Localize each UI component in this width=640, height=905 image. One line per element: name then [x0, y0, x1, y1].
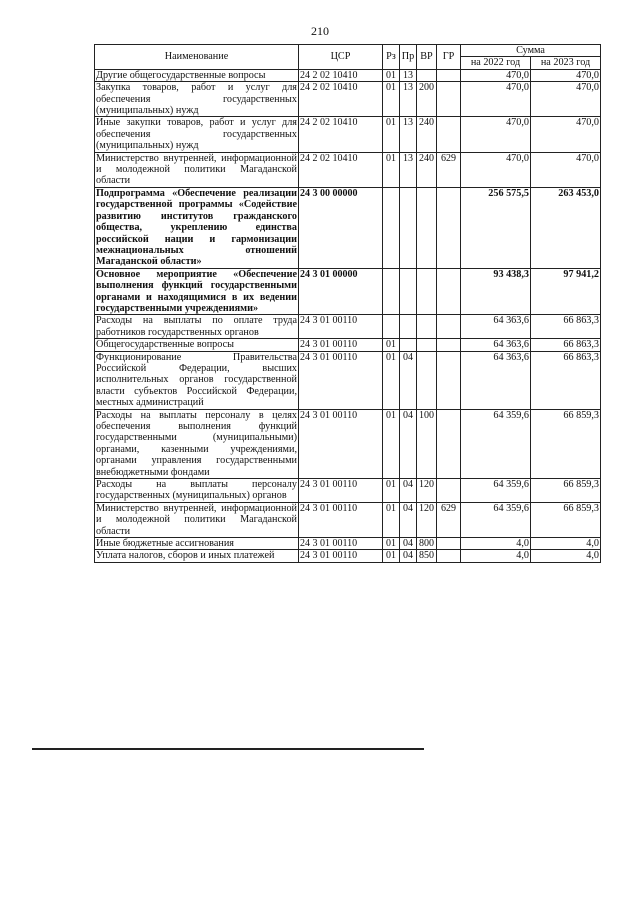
header-2023: на 2023 год [531, 57, 601, 69]
cell-gr [437, 117, 461, 152]
table-row [95, 82, 601, 117]
cell-y2023: 470,0 [531, 152, 601, 187]
cell-vr [417, 315, 437, 339]
table-row [95, 69, 601, 81]
cell-pr: 13 [400, 69, 417, 81]
header-csr: ЦСР [299, 45, 383, 70]
cell-y2023: 66 859,3 [531, 409, 601, 478]
cell-pr: 04 [400, 550, 417, 562]
cell-gr: 629 [437, 502, 461, 537]
cell-y2023: 66 863,3 [531, 315, 601, 339]
cell-pr: 13 [400, 82, 417, 117]
cell-csr: 24 2 02 10410 [299, 152, 383, 187]
cell-y2023: 66 863,3 [531, 351, 601, 409]
cell-rz: 01 [383, 538, 400, 550]
cell-pr [400, 268, 417, 315]
cell-y2022: 64 359,6 [461, 479, 531, 503]
table-row [95, 117, 601, 152]
cell-vr: 800 [417, 538, 437, 550]
header-name: Наименование [95, 45, 299, 70]
cell-csr: 24 3 01 00110 [299, 315, 383, 339]
cell-csr: 24 3 01 00110 [299, 351, 383, 409]
header-vr: ВР [417, 45, 437, 70]
cell-name: Подпрограмма «Обеспечение реализации государственной программы «Содействие развитию институтов гражданского общества, укреплению единства российской нации и гармонизации межнациональных отношений Магаданской области» [96, 187, 297, 268]
cell-csr: 24 3 01 00000 [299, 268, 383, 315]
table-row [95, 339, 601, 351]
cell-gr [437, 351, 461, 409]
cell-y2022: 93 438,3 [461, 268, 531, 315]
cell-y2023: 97 941,2 [531, 268, 601, 315]
cell-vr: 200 [417, 82, 437, 117]
table-row [95, 550, 601, 562]
cell-y2023: 4,0 [531, 550, 601, 562]
cell-pr: 13 [400, 152, 417, 187]
cell-y2022: 64 359,6 [461, 502, 531, 537]
cell-rz: 01 [383, 339, 400, 351]
table-row [95, 409, 601, 478]
table-row [95, 479, 601, 503]
cell-y2023: 263 453,0 [531, 187, 601, 268]
cell-pr: 04 [400, 538, 417, 550]
cell-y2023: 4,0 [531, 538, 601, 550]
cell-gr [437, 339, 461, 351]
header-2022: на 2022 год [461, 57, 531, 69]
table-row [95, 152, 601, 187]
cell-y2022: 470,0 [461, 152, 531, 187]
cell-name: Основное мероприятие «Обеспечение выполнения функций государственными органами и находящимися в их ведении государственными учреждениями» [96, 268, 297, 314]
cell-y2023: 66 859,3 [531, 479, 601, 503]
cell-vr: 240 [417, 152, 437, 187]
cell-vr: 850 [417, 550, 437, 562]
cell-y2023: 470,0 [531, 117, 601, 152]
cell-rz: 01 [383, 479, 400, 503]
cell-gr [437, 69, 461, 81]
cell-rz: 01 [383, 550, 400, 562]
cell-name: Иные закупки товаров, работ и услуг для обеспечения государственных (муниципальных) нужд [96, 117, 297, 152]
cell-pr [400, 315, 417, 339]
cell-y2023: 470,0 [531, 82, 601, 117]
cell-y2022: 64 359,6 [461, 409, 531, 478]
budget-table [94, 44, 601, 563]
cell-pr: 04 [400, 479, 417, 503]
cell-y2022: 4,0 [461, 550, 531, 562]
cell-name: Общегосударственные вопросы [95, 339, 299, 351]
cell-y2022: 4,0 [461, 538, 531, 550]
cell-vr: 120 [417, 502, 437, 537]
cell-pr: 04 [400, 351, 417, 409]
cell-gr [437, 479, 461, 503]
cell-y2023: 470,0 [531, 69, 601, 81]
cell-pr: 04 [400, 502, 417, 537]
cell-vr [417, 351, 437, 409]
cell-vr [417, 187, 437, 268]
cell-csr: 24 2 02 10410 [299, 82, 383, 117]
cell-y2022: 470,0 [461, 69, 531, 81]
cell-gr [437, 187, 461, 268]
cell-y2022: 64 363,6 [461, 315, 531, 339]
cell-csr: 24 2 02 10410 [299, 69, 383, 81]
cell-name: Функционирование Правительства Российской Федерации, высших исполнительных органов государственной власти субъектов Российской Федерации, местных администраций [96, 351, 297, 409]
cell-y2023: 66 859,3 [531, 502, 601, 537]
cell-name: Расходы на выплаты персоналу в целях обеспечения выполнения функций государственными (муниципальными) органами, казенными учреждениями, органами управления государственными внебюджетными фондами [96, 409, 297, 478]
table-row [95, 187, 601, 268]
cell-name: Другие общегосударственные вопросы [95, 69, 299, 81]
cell-rz [383, 268, 400, 315]
cell-vr: 100 [417, 409, 437, 478]
cell-pr [400, 339, 417, 351]
cell-gr [437, 82, 461, 117]
cell-name: Уплата налогов, сборов и иных платежей [95, 550, 299, 562]
cell-name: Министерство внутренней, информационной и молодежной политики Магаданской области [96, 152, 297, 187]
cell-vr: 240 [417, 117, 437, 152]
cell-csr: 24 3 01 00110 [299, 502, 383, 537]
cell-gr [437, 268, 461, 315]
cell-csr: 24 3 01 00110 [299, 339, 383, 351]
cell-y2022: 256 575,5 [461, 187, 531, 268]
cell-vr [417, 268, 437, 315]
header-rz: Рз [383, 45, 400, 70]
footer-rule [32, 748, 424, 750]
header-gr: ГР [437, 45, 461, 70]
cell-y2022: 64 363,6 [461, 351, 531, 409]
cell-rz [383, 315, 400, 339]
cell-gr [437, 550, 461, 562]
cell-name: Закупка товаров, работ и услуг для обеспечения государственных (муниципальных) нужд [96, 82, 297, 117]
cell-vr [417, 339, 437, 351]
table-row [95, 268, 601, 315]
cell-name: Иные бюджетные ассигнования [95, 538, 299, 550]
cell-rz: 01 [383, 502, 400, 537]
table-row [95, 351, 601, 409]
table-row [95, 538, 601, 550]
header-pr: Пр [400, 45, 417, 70]
cell-csr: 24 3 00 00000 [299, 187, 383, 268]
cell-pr: 13 [400, 117, 417, 152]
cell-y2023: 66 863,3 [531, 339, 601, 351]
cell-csr: 24 3 01 00110 [299, 409, 383, 478]
cell-csr: 24 3 01 00110 [299, 550, 383, 562]
cell-rz: 01 [383, 152, 400, 187]
table-row [95, 502, 601, 537]
table-row [95, 315, 601, 339]
cell-csr: 24 3 01 00110 [299, 479, 383, 503]
cell-y2022: 470,0 [461, 82, 531, 117]
cell-rz: 01 [383, 82, 400, 117]
cell-name: Министерство внутренней, информационной и молодежной политики Магаданской области [96, 502, 297, 537]
cell-vr [417, 69, 437, 81]
cell-gr [437, 315, 461, 339]
cell-gr [437, 409, 461, 478]
cell-name: Расходы на выплаты по оплате труда работников государственных органов [96, 315, 297, 338]
cell-pr [400, 187, 417, 268]
cell-csr: 24 2 02 10410 [299, 117, 383, 152]
cell-name: Расходы на выплаты персоналу государственных (муниципальных) органов [96, 479, 297, 502]
cell-csr: 24 3 01 00110 [299, 538, 383, 550]
cell-rz: 01 [383, 409, 400, 478]
cell-gr [437, 538, 461, 550]
cell-vr: 120 [417, 479, 437, 503]
cell-gr: 629 [437, 152, 461, 187]
cell-rz: 01 [383, 117, 400, 152]
cell-rz: 01 [383, 69, 400, 81]
cell-y2022: 470,0 [461, 117, 531, 152]
cell-pr: 04 [400, 409, 417, 478]
header-sum: Сумма [461, 45, 601, 57]
cell-rz: 01 [383, 351, 400, 409]
page-number: 210 [311, 24, 329, 38]
cell-y2022: 64 363,6 [461, 339, 531, 351]
cell-rz [383, 187, 400, 268]
